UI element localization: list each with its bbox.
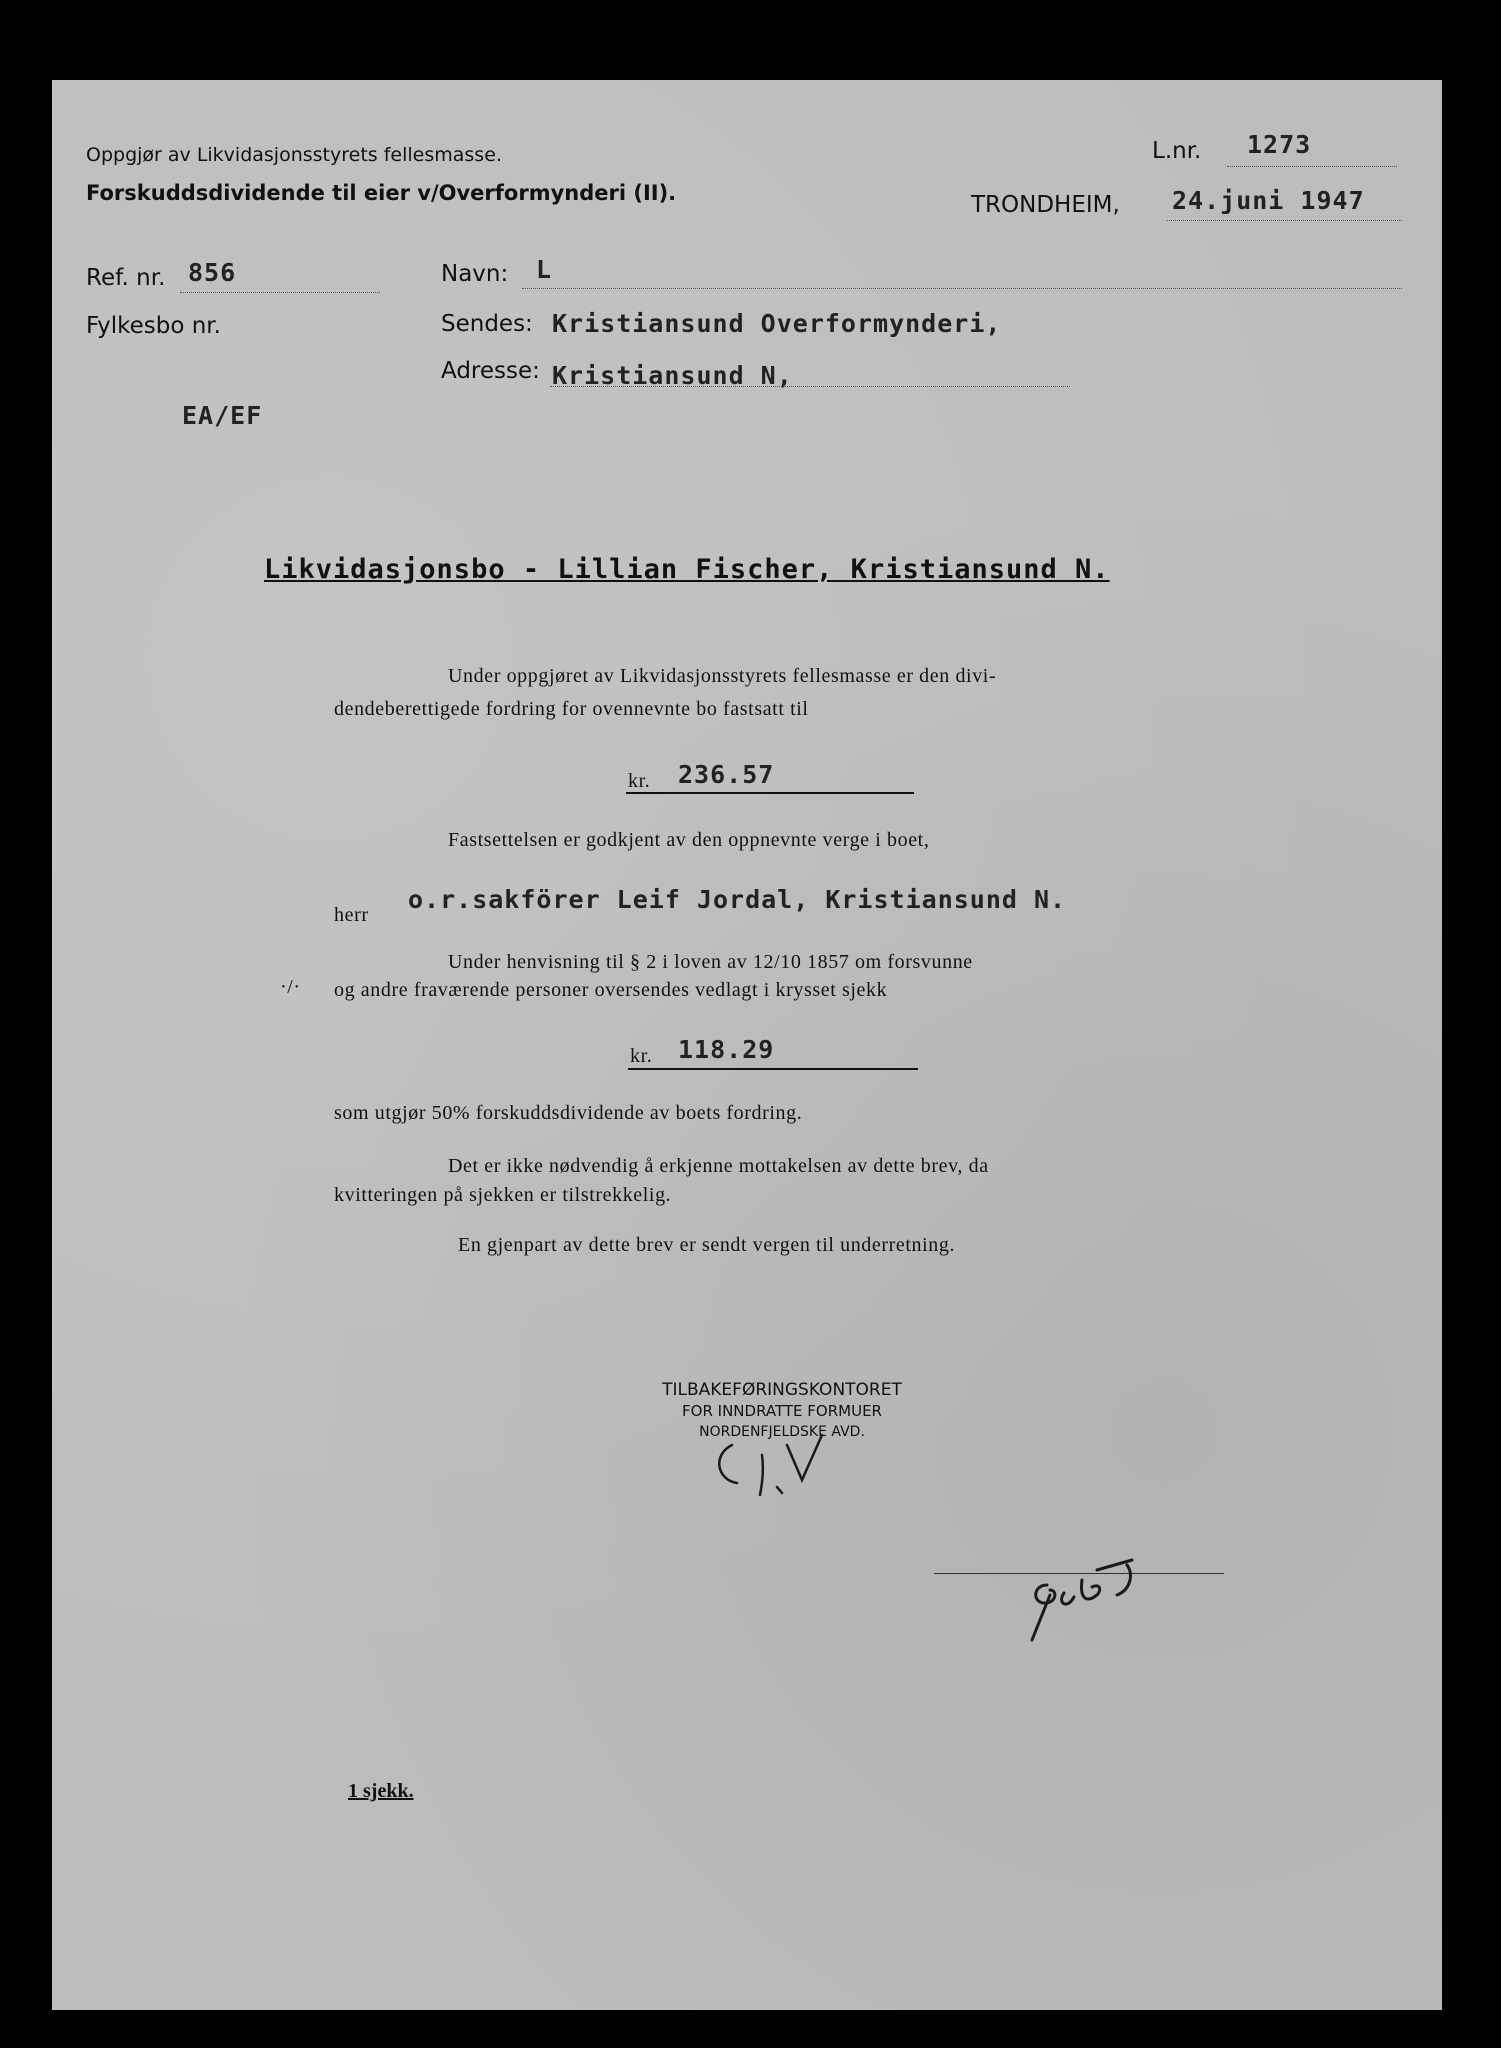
- signature: [1002, 1535, 1182, 1645]
- stamp-line-3: NORDENFJELDSKE AVD.: [699, 1424, 865, 1440]
- adresse-value: Kristiansund N,: [552, 361, 793, 390]
- amount2-underline: [628, 1068, 918, 1070]
- amount1-underline: [626, 792, 914, 794]
- navn-value: L: [536, 255, 553, 284]
- fylkesbo-label: Fylkesbo nr.: [86, 313, 221, 339]
- herr-label: herr: [334, 904, 369, 926]
- stamp-line-2: FOR INNDRATTE FORMUER: [682, 1402, 882, 1420]
- amount2-prefix: kr.: [630, 1045, 653, 1067]
- para3-line1: Under henvisning til § 2 i loven av 12/10 1857 om forsvunne: [448, 951, 973, 973]
- lnr-label: L.nr.: [1152, 138, 1202, 164]
- letter-date: 24.juni 1947: [1172, 186, 1365, 215]
- lnr-value: 1273: [1247, 130, 1312, 159]
- ref-dotted-line: [180, 292, 380, 293]
- lnr-dotted-line: [1227, 166, 1397, 167]
- para1-line1: Under oppgjøret av Likvidasjonsstyrets fellesmasse er den divi-: [448, 665, 997, 687]
- subject-heading: Likvidasjonsbo - Lillian Fischer, Kristiansund N.: [264, 554, 1110, 585]
- document-page: [52, 80, 1442, 2010]
- initials: EA/EF: [182, 401, 263, 430]
- margin-mark: ·/·: [280, 976, 301, 998]
- stamp-line-1: TILBAKEFØRINGSKONTORET: [662, 1380, 902, 1400]
- navn-dotted-line: [522, 288, 1402, 289]
- adresse-label: Adresse:: [441, 358, 540, 384]
- para6: En gjenpart av dette brev er sendt vergen til underretning.: [458, 1234, 956, 1256]
- ref-value: 856: [188, 258, 237, 287]
- date-dotted-line: [1167, 220, 1402, 221]
- adresse-dotted-line: [550, 386, 1070, 387]
- sendes-label: Sendes:: [441, 311, 533, 337]
- handwritten-initials: [692, 1425, 892, 1510]
- ref-label: Ref. nr.: [86, 265, 166, 291]
- city-label: TRONDHEIM,: [971, 192, 1120, 218]
- header-line-1: Oppgjør av Likvidasjonsstyrets fellesmasse.: [86, 144, 502, 166]
- para2: Fastsettelsen er godkjent av den oppnevnte verge i boet,: [448, 829, 930, 851]
- para5-line1: Det er ikke nødvendig å erkjenne mottakelsen av dette brev, da: [448, 1155, 989, 1177]
- para1-line2: dendeberettigede fordring for ovennevnte bo fastsatt til: [334, 698, 809, 720]
- para4: som utgjør 50% forskuddsdividende av boets fordring.: [334, 1102, 803, 1124]
- enclosure-note: 1 sjekk.: [348, 1780, 414, 1802]
- amount2-value: 118.29: [678, 1035, 775, 1064]
- amount1-value: 236.57: [678, 760, 775, 789]
- para5-line2: kvitteringen på sjekken er tilstrekkelig.: [334, 1184, 672, 1206]
- amount1-prefix: kr.: [628, 770, 651, 792]
- navn-label: Navn:: [441, 261, 509, 287]
- header-line-2: Forskuddsdividende til eier v/Overformynderi (II).: [86, 181, 677, 205]
- verge-name: o.r.sakförer Leif Jordal, Kristiansund N.: [408, 885, 1067, 914]
- para3-line2: og andre fraværende personer oversendes vedlagt i krysset sjekk: [334, 979, 888, 1001]
- sendes-value: Kristiansund Overformynderi,: [552, 309, 1002, 338]
